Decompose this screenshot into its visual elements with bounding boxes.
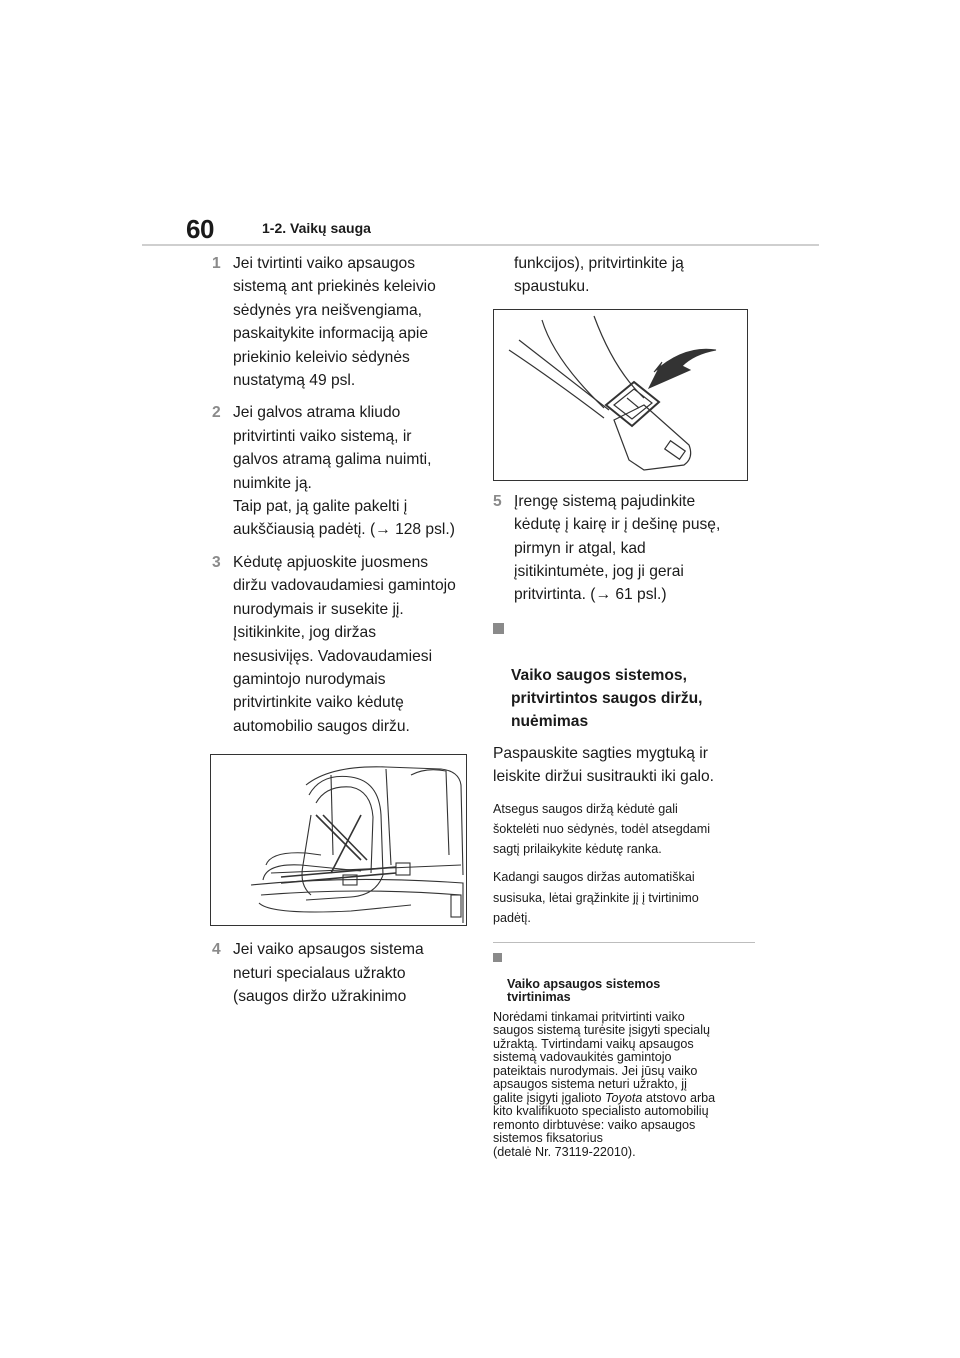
fastening-heading-text: Vaiko apsaugos sistemos tvirtinimas	[507, 976, 661, 1005]
fastening-heading	[493, 951, 755, 1005]
step-text: Kėdutę apjuoskite juosmens diržu vadovaudamiesi gamintojo nurodymais ir susekite jį. Įsitikinkite, jog diržas nesusiviįęs. Vadovaudamiesi gamintojo nurodymais pritvirtinkite vaiko kėdutę automobilio saugos diržu.	[233, 553, 456, 735]
page-number: 60	[186, 214, 214, 244]
square-bullet-icon	[493, 953, 502, 962]
info-text-after: atstovo arba kito kvalifikuoto specialisto automobilių remonto dirbtuvėse: vaiko apsaugos sistemos fiksatorius (detalė Nr. 73119-22010).	[493, 1090, 716, 1159]
locking-clip-illustration	[493, 309, 748, 481]
step-text: Jei galvos atrama kliudo pritvirtinti vaiko sistemą, ir galvos atramą galima nuimti, nuimkite ją. Taip pat, ją galite pakelti į aukščiausią padėtį. (→ 128 psl.)	[233, 404, 455, 539]
step-text: Įrengę sistemą pajudinkite kėdutę į kairę ir į dešinę pusę, pirmyn ir atgal, kad įsitikintumėte, jog ji gerai pritvirtinta. (→ 61 psl.)	[514, 492, 721, 604]
right-column	[493, 252, 755, 1159]
step-text: Jei vaiko apsaugos sistema neturi specialaus užrakto (saugos diržo užrakinimo	[233, 941, 424, 1005]
left-column	[212, 252, 480, 1017]
locking-clip-drawing	[494, 310, 747, 480]
step-2	[212, 401, 480, 541]
removal-heading-text: Vaiko saugos sistemos, pritvirtintos saugos diržu, nuėmimas	[511, 666, 703, 731]
child-seat-illustration	[210, 754, 467, 926]
child-seat-drawing	[211, 755, 466, 925]
step-number: 4	[212, 941, 221, 959]
step-4-continuation: funkcijos), pritvirtinkite ją spaustuku.	[514, 255, 684, 296]
step-5	[493, 490, 755, 607]
removal-heading	[493, 617, 755, 734]
step-4	[212, 938, 480, 1008]
step-number: 2	[212, 404, 221, 422]
brand-name: Toyota	[605, 1090, 643, 1105]
fastening-info	[493, 1011, 755, 1160]
removal-paragraph: Paspauskite sagties mygtuką ir leiskite diržui susitraukti iki galo.	[493, 744, 714, 786]
info-text-before: Norėdami tinkamai pritvirtinti vaiko saugos sistemą turėsite įsigyti specialų užraktą. Tvirtindami vaikų apsaugos sistemą vadovaukitės gamintojo pateiktais nurodymais. Jei jūsų vaiko apsaugos sistema neturi užrakto, jį galite įsigyti įgalioto	[493, 1009, 710, 1105]
note-2: Kadangi saugos diržas automatiškai susisuka, lėtai grąžinkite jį į tvirtinimo padėtį.	[493, 870, 699, 925]
step-3	[212, 551, 480, 738]
note-1: Atsegus saugos diržą kėdutė gali šoktelėti nuo sėdynės, todėl atsegdami sagtį prilaikykite kėdutę ranka.	[493, 801, 711, 857]
step-number: 3	[212, 553, 221, 571]
step-number: 1	[212, 255, 221, 272]
section-divider	[493, 942, 755, 943]
header-rule	[142, 244, 819, 246]
step-1	[212, 252, 480, 392]
square-bullet-icon	[493, 623, 504, 634]
step-number: 5	[493, 492, 502, 510]
section-title: 1-2. Vaikų sauga	[262, 220, 371, 236]
step-text: Jei tvirtinti vaiko apsaugos sistemą ant priekinės keleivio sėdynės yra neišvengiama, paskaitykite informaciją apie priekinio keleivio sėdynės nustatymą 49 psl.	[233, 255, 436, 390]
